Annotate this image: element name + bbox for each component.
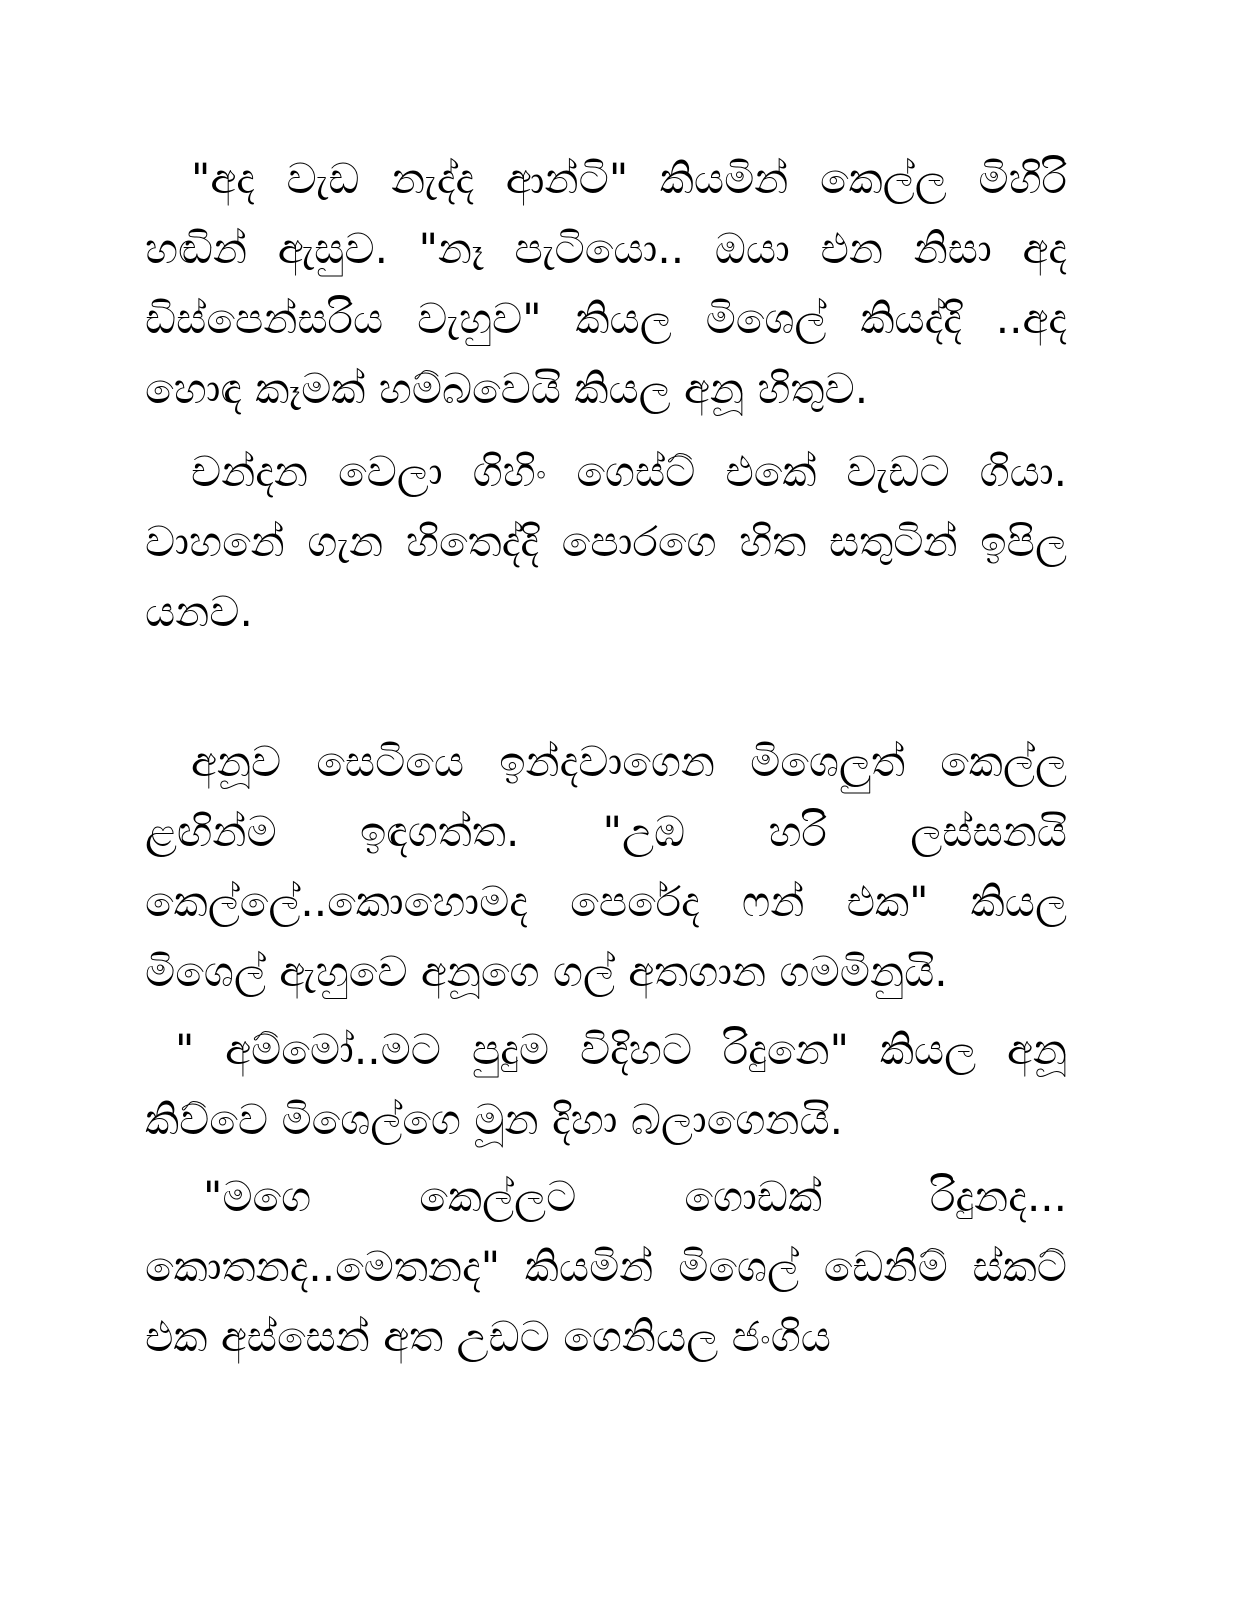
paragraph-2: චන්දන වෙලා ගිහිං ගෙස්ට් එකේ වැඩට ගියා. වාහනේ ගැන හිතෙද්දි පොරගෙ හිත සතුටින් ඉපිල යනව. [145,447,1068,636]
paragraph-3: අනූව සෙටියෙ ඉන්දවාගෙන මිශෙලුත් කෙල්ල ළඟින්ම ඉඳගත්ත. "උඹ හරි ලස්සනයි කෙල්ලේ..කොහොමද පෙරේද ෆන් එක" කියල මිශෙල් ඇහුවෙ අනූගෙ ගල් අතගාන ගමමිනුයි. [145,737,1067,996]
paragraph-5: "මගෙ කෙල්ලට ගොඩක් රිදුනද... කොතනද..මෙතනද" කියමින් මිශෙල් ඩෙනිම් ස්කට් එක අස්සෙන් අත උඩට ගෙනියල ජංගිය [145,1172,1067,1361]
paragraph-1: "අද වැඩ නැද්ද ආන්ටි" කියමින් කෙල්ල මිහිරි හඬින් ඇසුව. "නෑ පැටියො.. ඔයා එන නිසා අද ඩිස්පෙන්සරිය වැහුව" කියල මිශෙල් කියද්දි ..අද හොඳ කෑමක් හම්බවෙයි කියල අනූ හිතුව. [145,154,1067,413]
paragraph-4: " අම්මෝ..මට පුදුම විදිහට රිදුනෙ" කියල අනූ කිව්වෙ මිශෙල්ගෙ මූන දිහා බලාගෙනයි. [145,1025,1067,1144]
